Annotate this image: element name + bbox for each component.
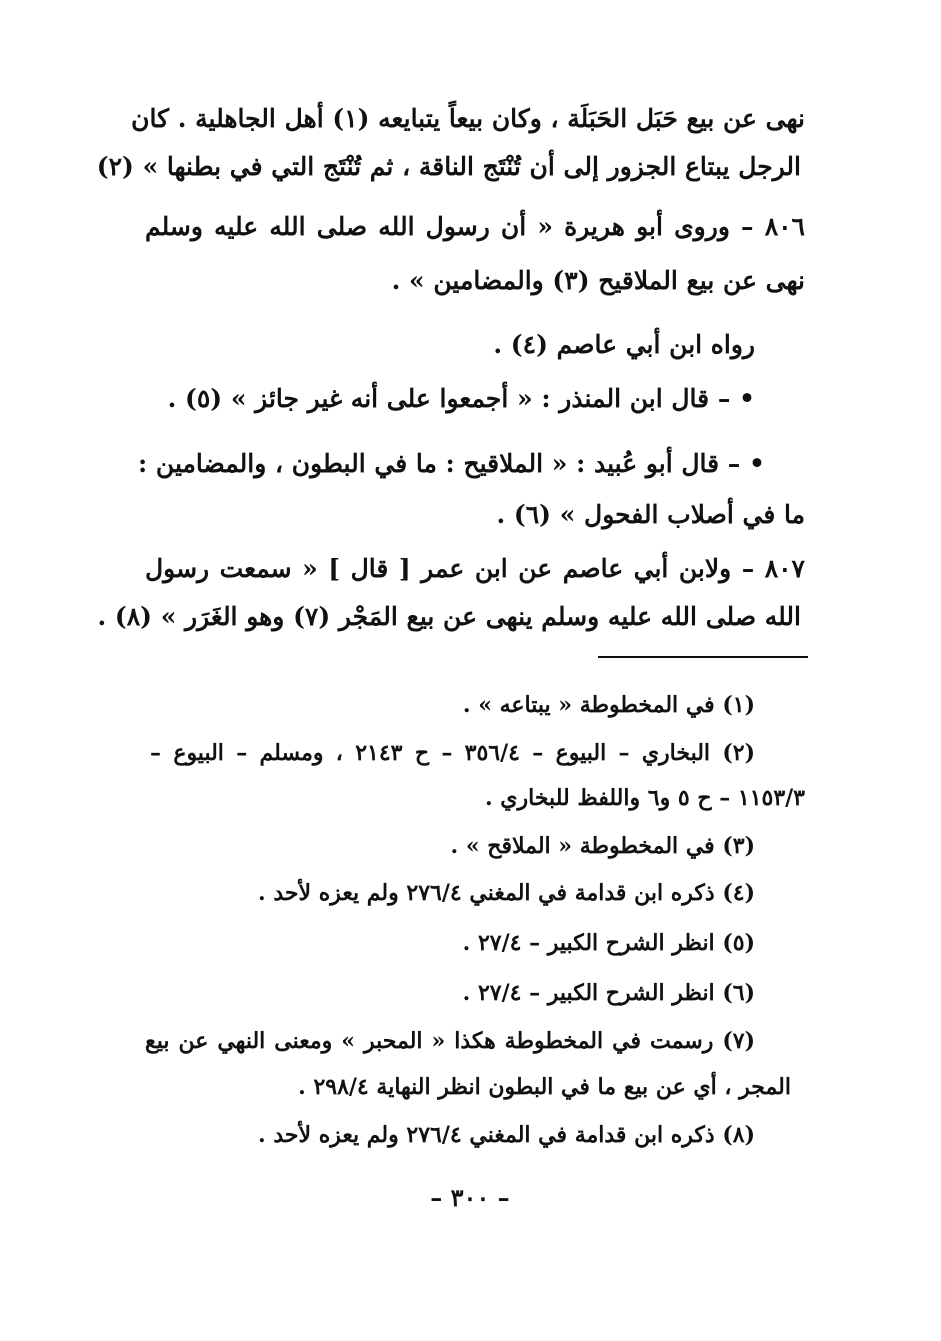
- footnote-7-line-2: المجر ، أي عن بيع ما في البطون انظر النهاية ٢٩٨/٤ .: [298, 1074, 791, 1100]
- hadith-806-line-1: ٨٠٦ – وروى أبو هريرة « أن رسول الله صلى الله عليه وسلم: [145, 212, 805, 241]
- abu-ubayd-line-1: • – قال أبو عُبيد : « الملاقيح : ما في البطون ، والمضامين :: [138, 449, 765, 478]
- paragraph-1-line-2: الرجل يبتاع الجزور إلى أن تُنْتَج الناقة ، ثم تُنْتَج التي في بطنها » (٢): [96, 152, 801, 181]
- footnote-divider: [598, 656, 808, 658]
- footnote-4: (٤) ذكره ابن قدامة في المغني ٢٧٦/٤ ولم يعزه لأحد .: [258, 880, 755, 906]
- paragraph-1-line-1: نهى عن بيع حَبَل الحَبَلَة ، وكان بيعاً يتبايعه (١) أهل الجاهلية . كان: [131, 104, 805, 133]
- hadith-807-line-2: الله صلى الله عليه وسلم ينهى عن بيع المَجْر (٧) وهو الغَرَر » (٨) .: [97, 602, 801, 631]
- footnote-8: (٨) ذكره ابن قدامة في المغني ٢٧٦/٤ ولم يعزه لأحد .: [258, 1122, 755, 1148]
- footnote-5: (٥) انظر الشرح الكبير – ٢٧/٤ .: [462, 930, 755, 956]
- ibn-mundhir-statement: • – قال ابن المنذر : « أجمعوا على أنه غير جائز » (٥) .: [167, 384, 755, 413]
- page-number: – ٣٠٠ –: [430, 1183, 510, 1212]
- hadith-806-line-2: نهى عن بيع الملاقيح (٣) والمضامين » .: [391, 266, 805, 295]
- footnote-1: (١) في المخطوطة « يبتاعه » .: [462, 692, 755, 718]
- footnote-2-line-1: (٢) البخاري – البيوع – ٣٥٦/٤ – ح ٢١٤٣ ، ومسلم – البيوع –: [150, 740, 755, 766]
- hadith-807-line-1: ٨٠٧ – ولابن أبي عاصم عن ابن عمر [ قال ] « سمعت رسول: [145, 554, 805, 583]
- narration-note: رواه ابن أبي عاصم (٤) .: [493, 330, 755, 359]
- abu-ubayd-line-2: ما في أصلاب الفحول » (٦) .: [496, 500, 805, 529]
- footnote-2-line-2: ١١٥٣/٣ – ح ٥ و٦ واللفظ للبخاري .: [484, 785, 805, 811]
- footnote-6: (٦) انظر الشرح الكبير – ٢٧/٤ .: [462, 980, 755, 1006]
- footnote-3: (٣) في المخطوطة « الملاقح » .: [450, 833, 755, 859]
- footnote-7-line-1: (٧) رسمت في المخطوطة هكذا « المحبر » ومعنى النهي عن بيع: [145, 1028, 755, 1054]
